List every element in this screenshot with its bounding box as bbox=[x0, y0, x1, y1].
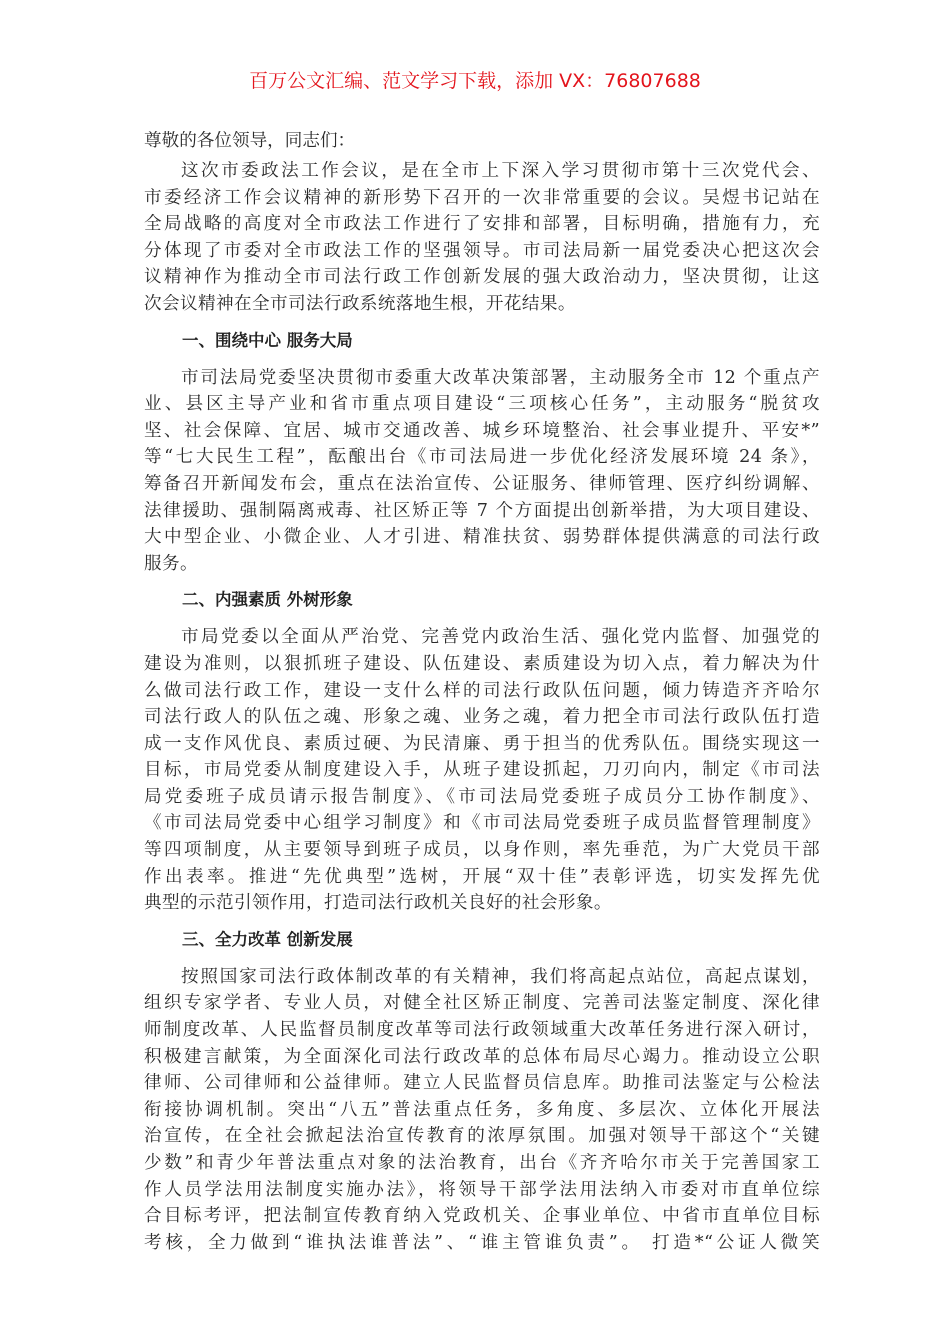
paragraph-line: 议精神作为推动全市司法行政工作创新发展的强大政治动力，坚决贯彻，让这 bbox=[144, 267, 820, 288]
paragraph-line: 《市司法局党委中心组学习制度》和《市司法局党委班子成员监督管理制度》 bbox=[144, 813, 820, 834]
paragraph-line: 市委经济工作会议精神的新形势下召开的一次非常重要的会议。吴煜书记站在 bbox=[144, 187, 820, 208]
paragraph-line: 市局党委以全面从严治党、完善党内政治生活、强化党内监督、加强党的 bbox=[181, 627, 820, 648]
section-heading-2: 二、内强素质 外树形象 bbox=[182, 590, 353, 610]
paragraph-line: 局党委班子成员请示报告制度》、《市司法局党委班子成员分工协作制度》、 bbox=[144, 786, 820, 807]
paragraph-line: 合目标考评，把法制宣传教育纳入党政机关、企事业单位、中省市直单位目标 bbox=[144, 1206, 820, 1227]
paragraph-line: 司法行政人的队伍之魂、形象之魂、业务之魂，着力把全市司法行政队伍打造 bbox=[144, 707, 820, 728]
paragraph-line: 建设为准则，以狠抓班子建设、队伍建设、素质建设为切入点，着力解决为什 bbox=[144, 653, 820, 674]
document-body bbox=[144, 128, 820, 1266]
intro-paragraph bbox=[144, 158, 820, 318]
paragraph-line: 等四项制度，从主要领导到班子成员，以身作则，率先垂范，为广大党员干部 bbox=[144, 840, 820, 861]
paragraph-line: 服务。 bbox=[144, 553, 198, 574]
paragraph-line: 筹备召开新闻发布会，重点在法治宣传、公证服务、律师管理、医疗纠纷调解、 bbox=[144, 473, 820, 494]
paragraph-line: 作人员学法用法制度实施办法》，将领导干部学法用法纳入市委对市直单位综 bbox=[144, 1179, 820, 1200]
paragraph-line: 大中型企业、小微企业、人才引进、精准扶贫、弱势群体提供满意的司法行政 bbox=[144, 527, 820, 548]
paragraph-line: 考核，全力做到“谁执法谁普法”、“谁主管谁负责”。 打造*“公证人微笑 bbox=[144, 1232, 820, 1253]
promo-banner: 百万公文汇编、范文学习下载，添加 VX：76807688 bbox=[249, 70, 701, 92]
paragraph-line: 治宣传，在全社会掀起法治宣传教育的浓厚氛围。加强对领导干部这个“关键 bbox=[144, 1126, 820, 1147]
paragraph-line: 作出表率。推进“先优典型”选树，开展“双十佳”表彰评选，切实发挥先优 bbox=[144, 866, 820, 887]
paragraph-line: 次会议精神在全市司法行政系统落地生根，开花结果。 bbox=[144, 293, 576, 314]
paragraph-line: 这次市委政法工作会议，是在全市上下深入学习贯彻市第十三次党代会、 bbox=[181, 161, 820, 181]
paragraph-line: 积极建言献策，为全面深化司法行政改革的总体布局尽心竭力。推动设立公职 bbox=[144, 1046, 820, 1067]
paragraph-line: 么做司法行政工作，建设一支什么样的司法行政队伍问题，倾力铸造齐齐哈尔 bbox=[144, 680, 820, 701]
paragraph-line: 目标，市局党委从制度建设入手，从班子建设抓起，刀刃向内，制定《市司法 bbox=[144, 760, 820, 781]
paragraph-line: 典型的示范引领作用，打造司法行政机关良好的社会形象。 bbox=[144, 893, 612, 914]
paragraph-line: 业、县区主导产业和省市重点项目建设“三项核心任务”，主动服务“脱贫攻 bbox=[144, 394, 820, 415]
paragraph-line: 按照国家司法行政体制改革的有关精神，我们将高起点站位，高起点谋划， bbox=[181, 966, 820, 987]
section-heading-1: 一、围绕中心 服务大局 bbox=[182, 330, 353, 350]
paragraph-line: 市司法局党委坚决贯彻市委重大改革决策部署，主动服务全市 12 个重点产 bbox=[181, 367, 820, 388]
section-heading-3: 三、全力改革 创新发展 bbox=[182, 929, 353, 949]
paragraph-line: 等“七大民生工程”，酝酿出台《市司法局进一步优化经济发展环境 24 条》， bbox=[144, 447, 820, 468]
paragraph-line: 全局战略的高度对全市政法工作进行了安排和部署，目标明确，措施有力，充 bbox=[144, 214, 820, 235]
section-paragraph-1 bbox=[144, 365, 820, 578]
paragraph-line: 组织专家学者、专业人员，对健全社区矫正制度、完善司法鉴定制度、深化律 bbox=[144, 993, 820, 1014]
section-paragraph-3 bbox=[144, 964, 820, 1257]
paragraph-line: 分体现了市委对全市政法工作的坚强领导。市司法局新一届党委决心把这次会 bbox=[144, 240, 820, 261]
paragraph-line: 师制度改革、人民监督员制度改革等司法行政领域重大改革任务进行深入研讨， bbox=[144, 1020, 820, 1041]
paragraph-line: 坚、社会保障、宜居、城市交通改善、城乡环境整治、社会事业提升、平安*” bbox=[144, 420, 820, 441]
greeting: 尊敬的各位领导，同志们： bbox=[144, 131, 356, 151]
paragraph-line: 律师、公司律师和公益律师。建立人民监督员信息库。助推司法鉴定与公检法 bbox=[144, 1073, 820, 1094]
paragraph-line: 成一支作风优良、素质过硬、为民清廉、勇于担当的优秀队伍。围绕实现这一 bbox=[144, 733, 820, 754]
paragraph-line: 衔接协调机制。突出“八五”普法重点任务，多角度、多层次、立体化开展法 bbox=[144, 1099, 820, 1120]
paragraph-line: 少数”和青少年普法重点对象的法治教育，出台《齐齐哈尔市关于完善国家工 bbox=[144, 1153, 820, 1173]
paragraph-line: 法律援助、强制隔离戒毒、社区矫正等 7 个方面提出创新举措，为大项目建设、 bbox=[144, 500, 820, 521]
section-paragraph-2 bbox=[144, 624, 820, 917]
